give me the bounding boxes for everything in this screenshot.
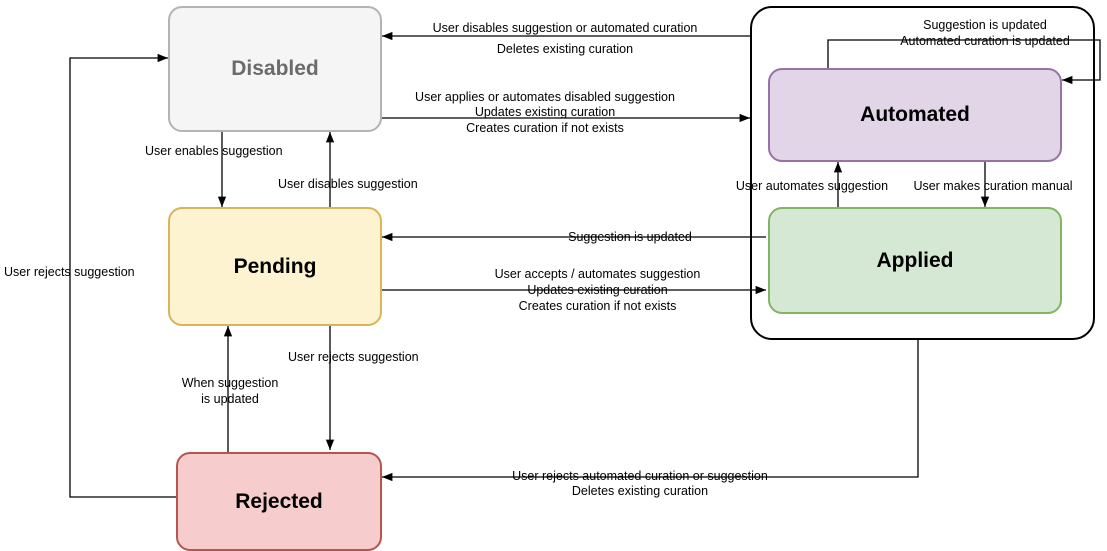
state-node-applied[interactable] bbox=[768, 207, 1062, 314]
edge-label-is-updated: is updated bbox=[201, 392, 259, 406]
edge-label-automates-suggestion: User automates suggestion bbox=[735, 179, 889, 193]
edge-label-creates-curation: Creates curation if not exists bbox=[466, 121, 624, 135]
edge-label-updates-existing-curation-2: Updates existing curation bbox=[527, 283, 668, 297]
edge-label-rejects-automated: User rejects automated curation or suggestion bbox=[512, 469, 768, 483]
state-node-disabled[interactable] bbox=[168, 6, 382, 132]
edge-label-when-suggestion: When suggestion bbox=[181, 376, 279, 390]
state-node-automated[interactable] bbox=[768, 68, 1062, 162]
edge-label-disables-suggestion: User disables suggestion bbox=[278, 177, 418, 191]
edge-applied-group-to-rejected bbox=[382, 340, 918, 477]
edge-label-rejects-suggestion-left: User rejects suggestion bbox=[4, 265, 135, 279]
state-node-pending[interactable] bbox=[168, 207, 382, 326]
edge-label-makes-curation-manual: User makes curation manual bbox=[913, 179, 1073, 193]
state-label-applied: Applied bbox=[876, 248, 954, 272]
state-label-pending: Pending bbox=[233, 254, 317, 278]
edge-label-deletes-existing-curation: Deletes existing curation bbox=[496, 42, 634, 56]
edge-label-applies-or-automates: User applies or automates disabled suggestion bbox=[415, 90, 675, 104]
state-label-disabled: Disabled bbox=[231, 57, 319, 80]
edge-label-updates-existing-curation: Updates existing curation bbox=[474, 105, 616, 119]
edge-label-enables-suggestion: User enables suggestion bbox=[145, 144, 283, 158]
edge-label-creates-curation-2: Creates curation if not exists bbox=[518, 299, 677, 313]
edge-label-rejects-suggestion-down: User rejects suggestion bbox=[288, 350, 419, 364]
edge-label-disables-or-automated: User disables suggestion or automated curation bbox=[432, 21, 698, 35]
edge-label-deletes-existing-curation-2: Deletes existing curation bbox=[571, 484, 709, 498]
edge-label-suggestion-updated-loop: Suggestion is updated bbox=[923, 18, 1047, 32]
edge-label-automated-curation-updated: Automated curation is updated bbox=[900, 34, 1070, 48]
state-label-automated: Automated bbox=[860, 103, 970, 126]
edge-label-suggestion-updated: Suggestion is updated bbox=[568, 230, 692, 244]
edge-label-accepts-or-automates: User accepts / automates suggestion bbox=[494, 267, 701, 281]
state-node-rejected[interactable] bbox=[176, 452, 382, 551]
state-label-rejected: Rejected bbox=[235, 489, 323, 513]
